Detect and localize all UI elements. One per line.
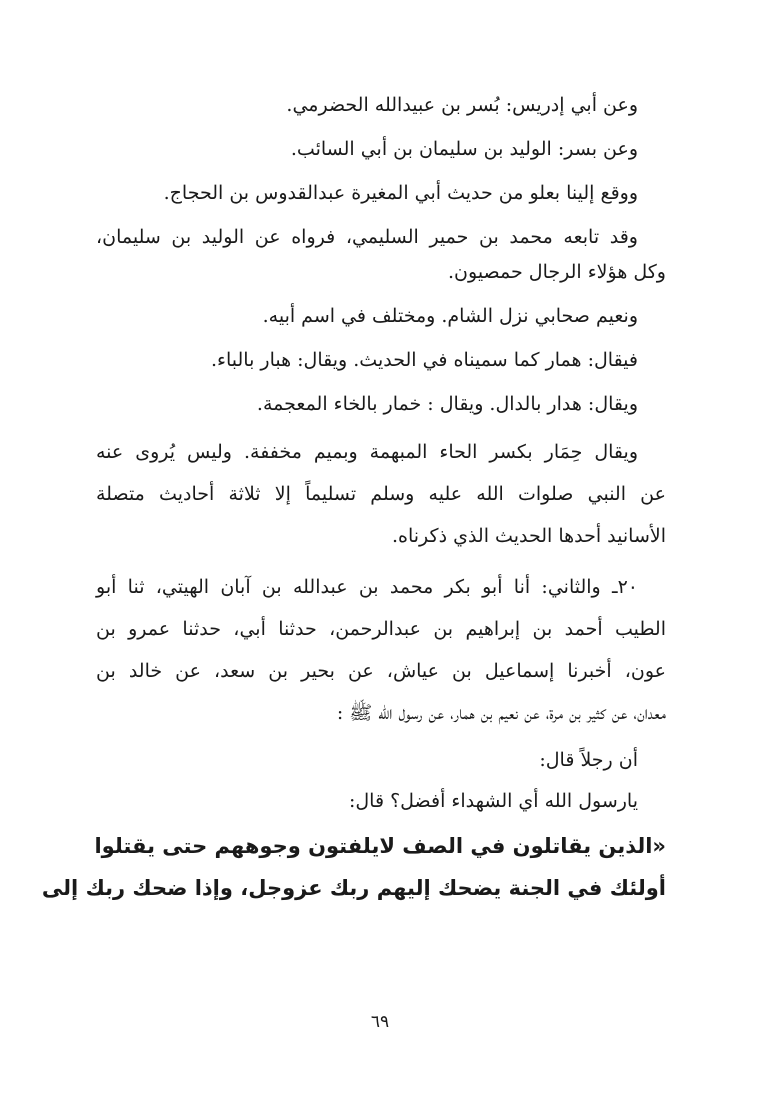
paragraph-9-line-3: عون، أخبرنا إسماعيل بن عياش، عن بحير بن سعد، عن خالد بن	[96, 660, 666, 682]
hadith-line-2: أولئك في الجنة يضحك إليهم ربك عزوجل، وإذا ضحك ربك إلى	[41, 876, 666, 900]
paragraph-7: ويقال: هدار بالدال. ويقال : خمار بالخاء المعجمة.	[256, 393, 638, 415]
paragraph-4-line-1: وقد تابعه محمد بن حمير السليمي، فرواه عن الوليد بن سليمان،	[96, 226, 638, 248]
paragraph-4	[96, 220, 666, 290]
paragraph-8-line-2: عن النبي صلوات الله عليه وسلم تسليماً إلا ثلاثة أحاديث متصلة	[96, 483, 666, 505]
paragraph-9-line-1: ٢٠ـ والثاني: أنا أبو بكر محمد بن عبدالله بن آبان الهيتي، ثنا أبو	[96, 576, 638, 598]
paragraph-6: فيقال: همار كما سميناه في الحديث. ويقال: هبار بالباء.	[211, 349, 638, 371]
paragraph-3: ووقع إلينا بعلو من حديث أبي المغيرة عبدالقدوس بن الحجاج.	[163, 182, 638, 204]
hadith-text	[41, 825, 666, 909]
page-body	[41, 88, 666, 918]
paragraph-2: وعن بسر: الوليد بن سليمان بن أبي السائب.	[290, 138, 638, 160]
hadith-line-1: «الذين يقاتلون في الصف لايلفتون وجوههم حتى يقتلوا	[94, 834, 666, 858]
page-number: ٦٩	[370, 1012, 390, 1032]
paragraph-8	[96, 431, 666, 557]
paragraph-5: ونعيم صحابي نزل الشام. ومختلف في اسم أبيه.	[262, 305, 638, 327]
paragraph-10: أن رجلاً قال:	[539, 749, 638, 771]
paragraph-11: يارسول الله أي الشهداء أفضل؟ قال:	[348, 790, 638, 812]
paragraph-9-line-4: معدان، عن كثير بن مرة، عن نعيم بن همار، عن رسول الله ﷺ :	[336, 702, 666, 724]
paragraph-9-line-2: الطيب أحمد بن إبراهيم بن عبدالرحمن، حدثنا أبي، حدثنا عمرو بن	[96, 618, 666, 640]
paragraph-4-line-2: وكل هؤلاء الرجال حمصيون.	[448, 261, 666, 283]
paragraph-9	[96, 566, 666, 734]
paragraph-8-line-1: ويقال حِمَار بكسر الحاء المبهمة وبميم مخففة. وليس يُروى عنه	[96, 441, 638, 463]
paragraph-8-line-3: الأسانيد أحدها الحديث الذي ذكرناه.	[391, 525, 666, 547]
paragraph-1: وعن أبي إدريس: بُسر بن عبيدالله الحضرمي.	[286, 94, 638, 116]
